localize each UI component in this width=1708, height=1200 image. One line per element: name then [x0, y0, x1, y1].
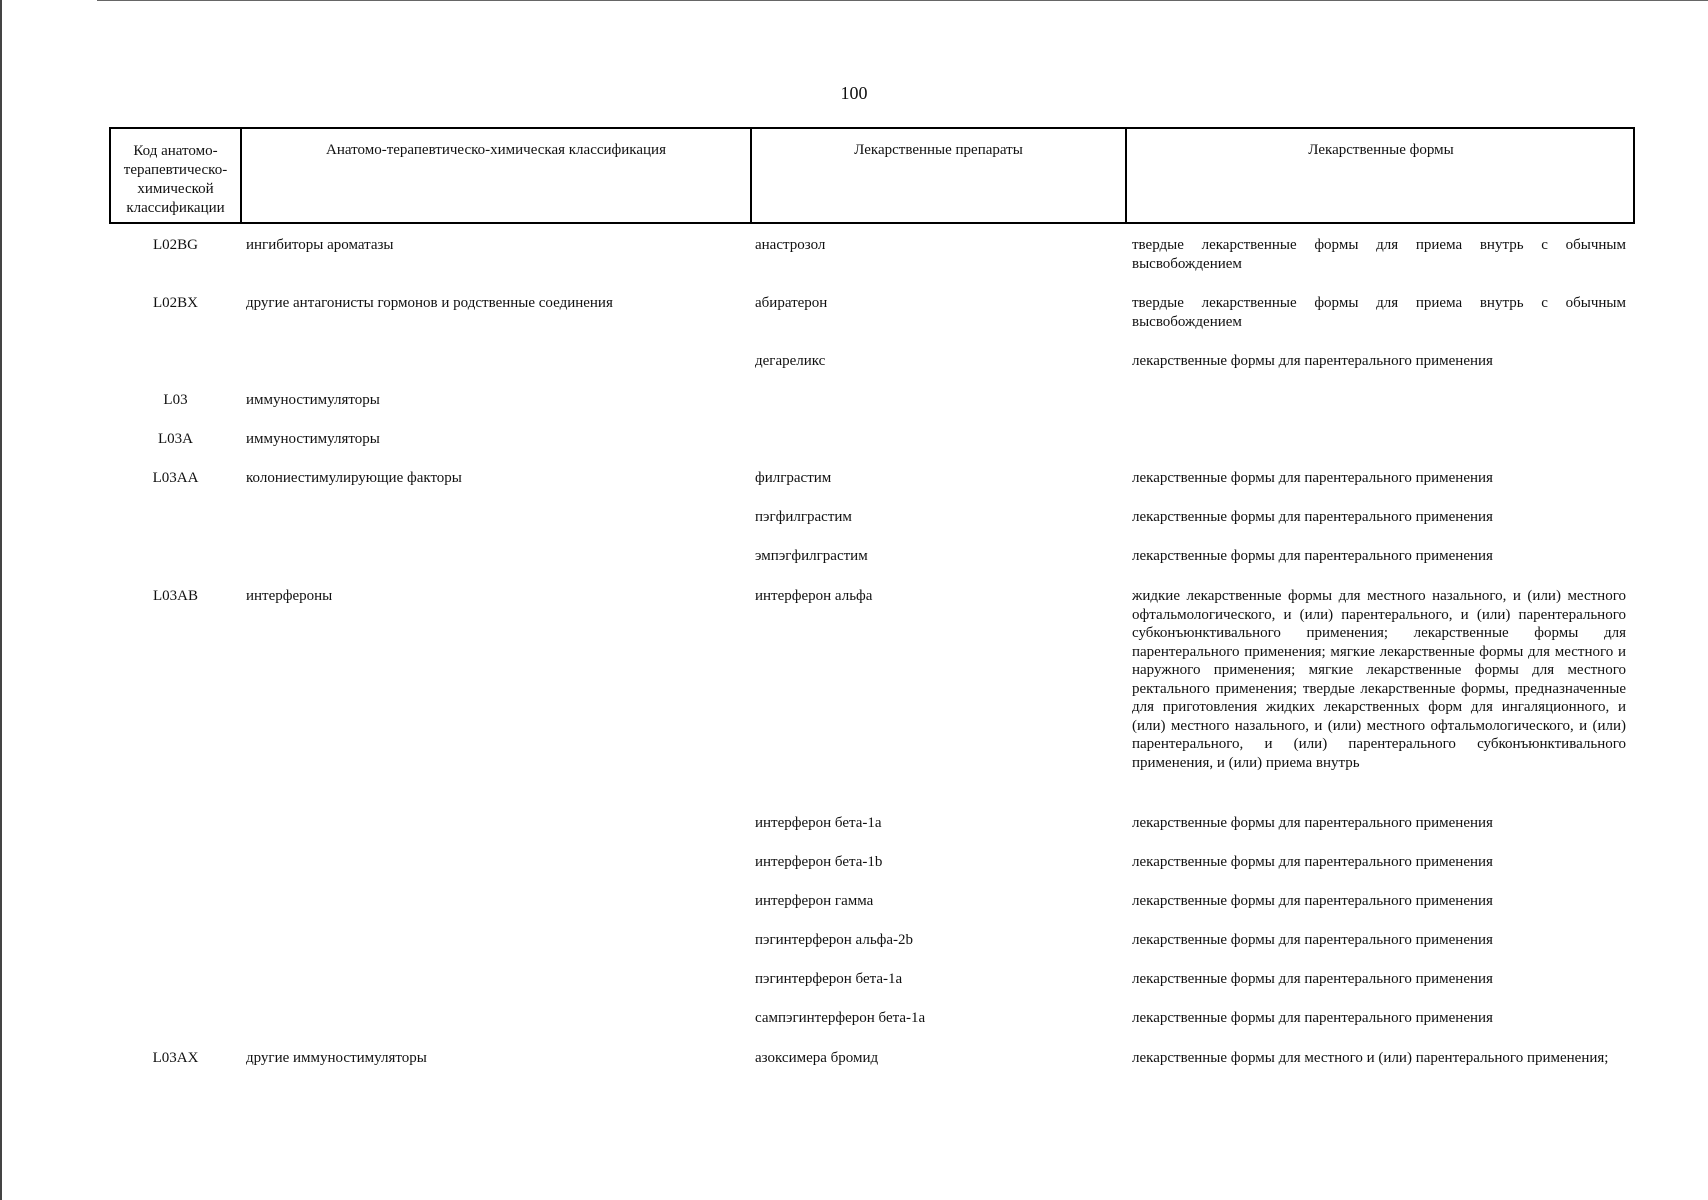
table-row [0, 1049, 1708, 1109]
dosage-form: лекарственные формы для парентерального применения [1132, 854, 1493, 870]
table-body [0, 236, 1708, 1109]
table-row [0, 931, 1708, 970]
drug-name: пэгинтерферон альфа-2b [755, 932, 914, 948]
table-row [0, 1009, 1708, 1049]
dosage-form: жидкие лекарственные формы для местного назального, и (или) местного офтальмологического, и (или) парентерального, и (или) парентерального субконъюнктивального применения; лекарственные формы для парентерального применения; мягкие лекарственные формы для местного и наружного применения; мягкие лекарственные формы для местного ректального применения; твердые лекарственные формы, предназначенные для приготовления жидких лекарственных форм для ингаляционного, и (или) местного назального, и (или) местного офтальмологического, и (или) парентерального, и (или) парентерального субконъюнктивального применения, и (или) приема внутрь [1132, 588, 1626, 771]
atc-code: L03 [163, 392, 188, 408]
table-header [109, 127, 1635, 224]
drug-name: интерферон бета-1a [755, 815, 882, 831]
table-row [0, 236, 1708, 294]
drug-name: интерферон альфа [755, 588, 873, 604]
header-code: Код анатомо-терапевтическо-химической классификации [123, 143, 228, 216]
atc-code: L03AB [153, 588, 198, 604]
table-row [0, 547, 1708, 587]
dosage-form: лекарственные формы для парентерального применения [1132, 1010, 1493, 1026]
table-row [0, 853, 1708, 892]
drug-name: пэгинтерферон бета-1a [755, 971, 903, 987]
dosage-form: лекарственные формы для местного и (или) парентерального применения; [1132, 1050, 1609, 1066]
drug-name: пэгфилграстим [755, 509, 852, 525]
atc-name: интерфероны [246, 588, 333, 604]
atc-name: иммуностимуляторы [246, 392, 380, 408]
drug-name: эмпэгфилграстим [755, 548, 868, 564]
header-forms: Лекарственные формы [1125, 129, 1635, 222]
drug-name: азоксимера бромид [755, 1050, 879, 1066]
atc-name: другие антагонисты гормонов и родственные соединения [246, 295, 613, 311]
drug-name: интерферон гамма [755, 893, 874, 909]
dosage-form: твердые лекарственные формы для приема внутрь с обычным высвобождением [1132, 295, 1626, 330]
atc-name: иммуностимуляторы [246, 431, 380, 447]
atc-code: L03AX [152, 1050, 199, 1066]
dosage-form: твердые лекарственные формы для приема внутрь с обычным высвобождением [1132, 237, 1626, 272]
table-row [0, 469, 1708, 508]
table-row [0, 391, 1708, 430]
atc-code: L02BG [153, 237, 198, 253]
dosage-form: лекарственные формы для парентерального применения [1132, 509, 1493, 525]
header-classification: Анатомо-терапевтическо-химическая классификация [240, 129, 750, 222]
dosage-form: лекарственные формы для парентерального применения [1132, 353, 1493, 369]
table-row [0, 892, 1708, 931]
atc-code: L03A [158, 431, 193, 447]
drug-name: филграстим [755, 470, 832, 486]
page-number: 100 [840, 83, 868, 103]
table-row [0, 508, 1708, 547]
atc-name: другие иммуностимуляторы [246, 1050, 427, 1066]
dosage-form: лекарственные формы для парентерального применения [1132, 971, 1493, 987]
dosage-form: лекарственные формы для парентерального применения [1132, 548, 1493, 564]
table-row [0, 294, 1708, 352]
header-drugs: Лекарственные препараты [750, 129, 1125, 222]
atc-name: ингибиторы ароматазы [246, 237, 394, 253]
drug-name: сампэгинтерферон бета-1a [755, 1010, 926, 1026]
atc-code: L03AA [152, 470, 199, 486]
atc-code: L02BX [153, 295, 198, 311]
drug-name: интерферон бета-1b [755, 854, 883, 870]
atc-name: колониестимулирующие факторы [246, 470, 462, 486]
dosage-form: лекарственные формы для парентерального применения [1132, 815, 1493, 831]
dosage-form: лекарственные формы для парентерального применения [1132, 893, 1493, 909]
table-row [0, 587, 1708, 814]
table-row [0, 430, 1708, 469]
table-row [0, 814, 1708, 853]
table-row [0, 352, 1708, 391]
table-row [0, 970, 1708, 1009]
drug-name: дегареликс [755, 353, 826, 369]
top-rule [97, 0, 1708, 1]
drug-name: абиратерон [755, 295, 828, 311]
dosage-form: лекарственные формы для парентерального применения [1132, 932, 1493, 948]
drug-name: анастрозол [755, 237, 826, 253]
dosage-form: лекарственные формы для парентерального применения [1132, 470, 1493, 486]
